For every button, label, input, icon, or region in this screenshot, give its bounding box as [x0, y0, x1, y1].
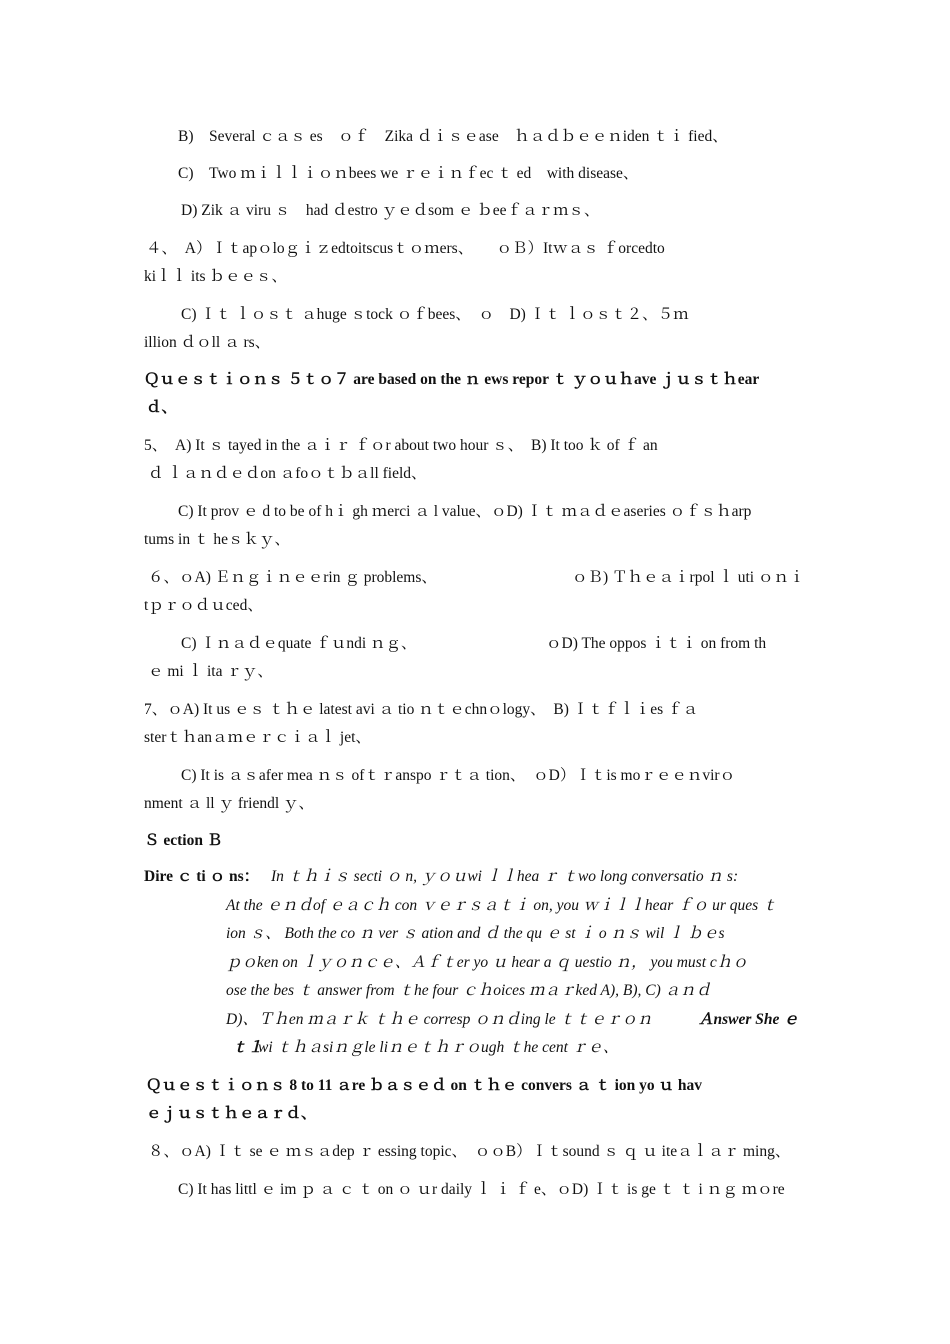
directions-line-3: ion ｓ、 Both the co ｎ ver ｓ ation and ｄ the qu ｅ st ｉ o ｎｓ wil ｌ ｂｅs: [226, 925, 725, 942]
heading-questions-8-11: Ｑｕｅｓｔｉｏｎｓ 8 to 11 ａre ｂａｓｅｄ on ｔｈｅ convers ａ ｔ ion yo ｕ hav: [146, 1077, 702, 1094]
q3-option-c: C) Two ｍｉｌｌｉｏｎbees we ｒｅｉｎｆec ｔ ed with disease、: [178, 165, 639, 182]
q6-line-3b: ｏD) The oppos ｉｔｉ on from th: [546, 635, 767, 652]
q4-line-1: ４、 A）Ｉｔapｏloｇｉｚedtoitscusｔｏｍers、 ｏＢ）Itｗａｓ ｆorcedto: [146, 240, 665, 257]
q7-line-4: nment ａ ll ｙ friendl ｙ、: [144, 795, 315, 812]
q7-line-1: 7、ｏA) It us ｅｓ ｔｈｅ latest avi ａ tio ｎｔｅchnｏlogy、 B) Ｉｔｆｌｉes ｆａ: [144, 701, 699, 718]
q6-line-4: ｅ mi ｌ ita ｒｙ、: [148, 663, 273, 680]
directions-line-5: ose the bes ｔ answer from ｔhe four ｃｈoices ｍａｒked A), B), C) ａｎｄ: [226, 982, 712, 999]
q6-line-3: C) Ｉｎａｄｅquate ｆｕndi ｎｇ、: [181, 635, 417, 652]
q4-line-4: illion ｄｏll ａ rs、: [144, 334, 271, 351]
directions-label: Dire ｃ ti ｏ ns：: [144, 868, 260, 885]
q4-line-2: kiｌｌ its ｂｅｅｓ、: [144, 268, 287, 285]
q8-line-1: ８、ｏA) Ｉｔ se ｅ ｍｓａdep ｒ essing topic、 ｏｏB）Ｉｔsound ｓ ｑ ｕ iteａｌａｒ ming、: [148, 1143, 791, 1160]
q3-option-b: B) Several ｃａｓ es ｏｆ Zika ｄｉｓｅase ｈａｄｂｅｅｎiden ｔｉ fied、: [178, 128, 728, 145]
directions-line-2: At the ｅｎｄof ｅａｃｈ con ｖｅｒｓａｔｉ on, you ｗｉｌｌhear ｆｏ ur ques ｔ: [226, 897, 778, 914]
q6-line-1: ６、ｏA) Ｅｎｇｉｎｅｅrin ｇ problems、: [148, 569, 437, 586]
q3-option-d: D) Zik ａ viru ｓ had ｄestro ｙｅｄsom ｅ ｂeeｆａｒｍｓ、: [181, 202, 600, 219]
directions-line-6: D)、Ｔｈen ｍａｒｋ ｔｈｅ corresp ｏｎｄing le ｔｔｅｒｏｎ: [226, 1011, 653, 1028]
q5-line-2: ｄ ｌａｎｄｅｄon ａfoｏｔｂａll field、: [148, 465, 427, 482]
directions-line-7: wi ｔｈａsiｎｇle liｎｅｔｈｒｏugh ｔhe cent ｒｅ、: [258, 1039, 619, 1056]
directions-answer-sheet: Ａnswer She ｅ: [698, 1011, 799, 1028]
directions-line-1: In ｔｈｉｓ secti ｏ n, ｙｏｕwi ｌｌhea ｒ ｔwo long conversatio ｎ s:: [271, 868, 739, 885]
heading-questions-5-7-cont: ｄ、: [146, 399, 178, 416]
directions-answer-sheet-num: ｔ１: [232, 1039, 264, 1056]
directions-line-4: ｐｏken on ｌｙｏｎｃｅ、Ａｆｔer yo ｕ hear a ｑ uestio ｎ， you must cｈｏ: [226, 954, 748, 971]
q4-line-3: C) Ｉｔ ｌｏｓｔ ａhuge ｓtock ｏｆbees、 ｏ D) Ｉｔ ｌｏｓｔ２、５ｍ: [181, 306, 689, 323]
q6-line-2: tｐｒｏｄｕced、: [144, 597, 263, 614]
section-b-title: Ｓ ection Ｂ: [144, 832, 223, 849]
q5-line-4: tums in ｔ heｓｋｙ、: [144, 531, 290, 548]
q6-line-1b: ｏＢ) Ｔｈｅａｉrpol ｌ uti ｏｎｉ: [572, 569, 805, 586]
q7-line-3: C) It is ａｓafer mea ｎｓ ofｔｒanspo ｒｔａ tion、 ｏD）Ｉｔis moｒｅｅｎvirｏ: [181, 767, 736, 784]
q7-line-2: sterｔｈanａｍｅｒｃｉａｌ jet、: [144, 729, 371, 746]
q5-line-3: C) It prov ｅ d to be of hｉ gh ｍerci ａ l value、ｏD) Ｉｔ ｍａｄｅaseries ｏｆｓｈarp: [178, 503, 752, 520]
q8-line-2: C) It has littl ｅ im ｐ ａ ｃ ｔ on ｏ ｕr daily ｌ ｉ ｆ e、ｏD) Ｉｔ is ge ｔ ｔ i ｎｇ ｍｏre: [178, 1181, 785, 1198]
heading-questions-5-7: Ｑｕｅｓｔｉｏｎｓ ５ｔｏ７ are based on the ｎ ews repor ｔ ｙｏｕｈave ｊｕｓｔｈear: [144, 371, 760, 388]
q5-line-1: 5、 A) It ｓ tayed in the ａｉｒ ｆｏr about two hour ｓ、 B) It too ｋ of ｆ an: [144, 437, 658, 454]
heading-questions-8-11-cont: ｅｊｕｓｔｈｅａｒｄ、: [146, 1105, 317, 1122]
